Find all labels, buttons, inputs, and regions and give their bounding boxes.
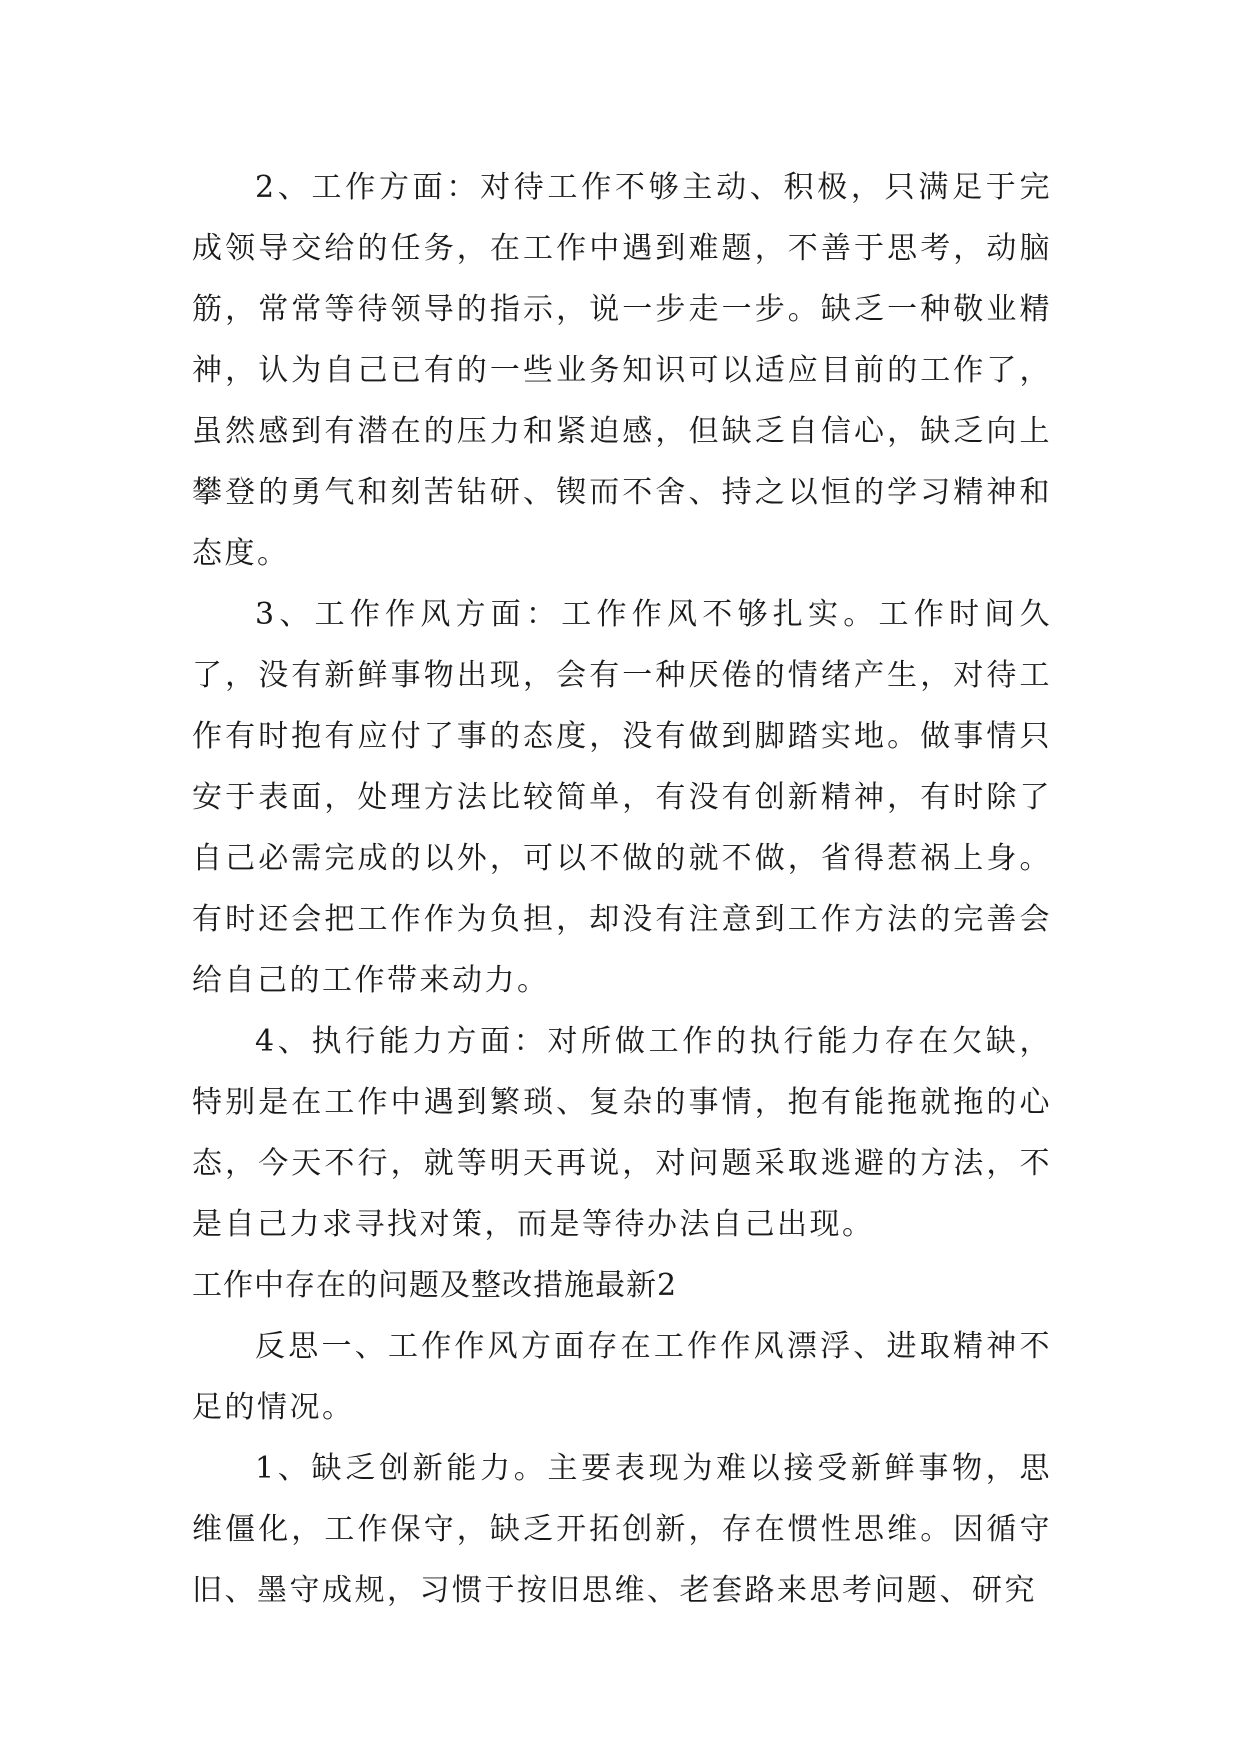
paragraph-work-style: 3、工作作风方面：工作作风不够扎实。工作时间久了，没有新鲜事物出现，会有一种厌倦的情绪产生，对待工作有时抱有应付了事的态度，没有做到脚踏实地。做事情只安于表面，处理方法比较简单，有没有创新精神，有时除了自己必需完成的以外，可以不做的就不做，省得惹祸上身。有时还会把工作作为负担，却没有注意到工作方法的完善会给自己的工作带来动力。 — [192, 597, 1052, 998]
section-heading: 工作中存在的问题及整改措施最新2 — [192, 1268, 678, 1303]
paragraph-work-aspect: 2、工作方面：对待工作不够主动、积极，只满足于完成领导交给的任务，在工作中遇到难题，不善于思考，动脑筋，常常等待领导的指示，说一步走一步。缺乏一种敬业精神，认为自己已有的一些业务知识可以适应目前的工作了，虽然感到有潜在的压力和紧迫感，但缺乏自信心，缺乏向上攀登的勇气和刻苦钻研、锲而不舍、持之以恒的学习精神和态度。 — [192, 170, 1052, 571]
paragraph-execution-ability: 4、执行能力方面：对所做工作的执行能力存在欠缺，特别是在工作中遇到繁琐、复杂的事情，抱有能拖就拖的心态，今天不行，就等明天再说，对问题采取逃避的方法，不是自己力求寻找对策，而是等待办法自己出现。 — [192, 1024, 1052, 1242]
document-body — [192, 157, 1052, 1621]
paragraph-lack-innovation: 1、缺乏创新能力。主要表现为难以接受新鲜事物，思维僵化，工作保守，缺乏开拓创新，存在惯性思维。因循守旧、墨守成规，习惯于按旧思维、老套路来思考问题、研究 — [192, 1451, 1052, 1608]
paragraph-reflection-one: 反思一、工作作风方面存在工作作风漂浮、进取精神不足的情况。 — [192, 1329, 1052, 1425]
